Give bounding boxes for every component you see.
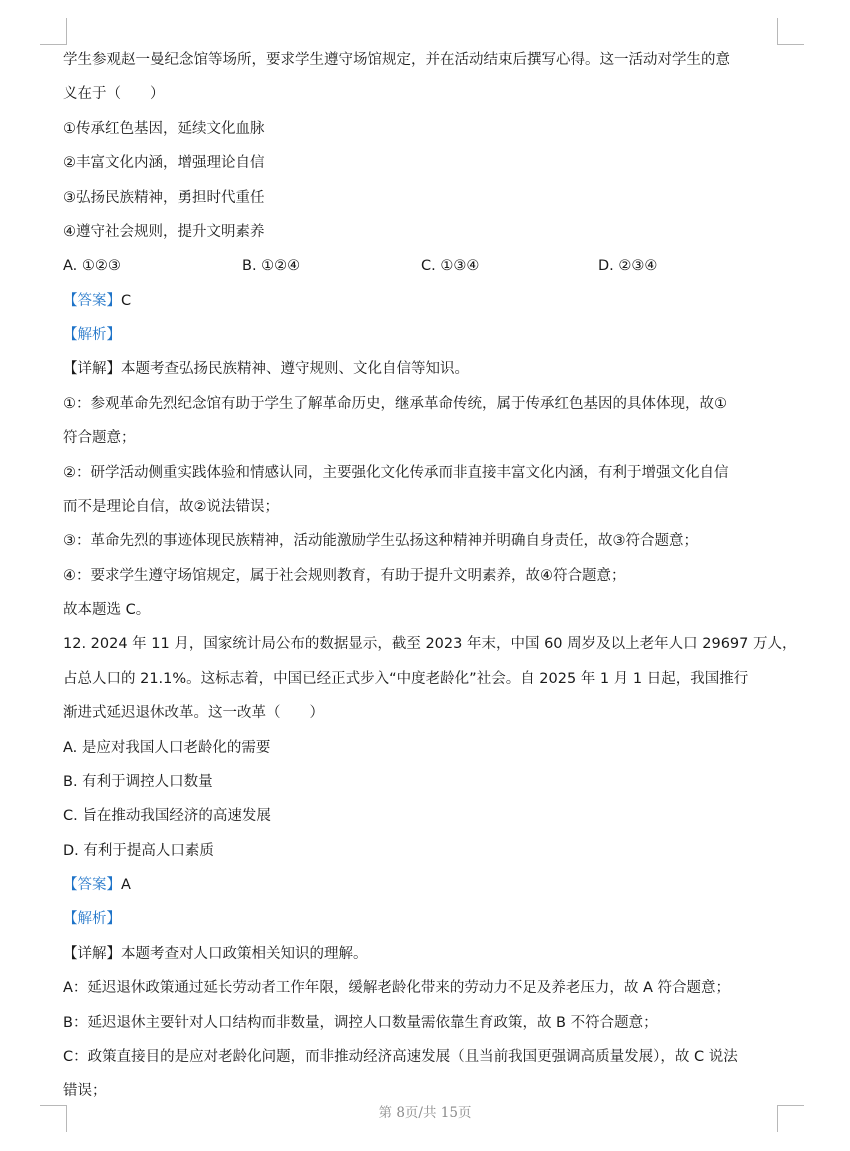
detail-line: [63, 359, 469, 379]
statement-1: ①传承红色基因，延续文化血脉: [63, 121, 265, 137]
option-d: D. ②③④: [598, 258, 658, 274]
question-12-explanation-a: A：延迟退休政策通过延长劳动者工作年限，缓解老龄化带来的劳动力不足及养老压力，故 A 符合题意；: [63, 980, 731, 996]
option-b: B. ①②④: [242, 258, 301, 274]
statement-2: ②丰富文化内涵，增强理论自信: [63, 155, 265, 171]
explanation-2-line-1: ②：研学活动侧重实践体验和情感认同，主要强化文化传承而非直接丰富文化内涵，有利于增强文化自信: [63, 465, 729, 481]
explanation-2-line-2: 而不是理论自信，故②说法错误；: [63, 499, 279, 515]
question-12-explanation-b: B：延迟退休主要针对人口结构而非数量，调控人口数量需依靠生育政策，故 B 不符合题意；: [63, 1015, 658, 1031]
question-12-explanation-c-line-2: 错误；: [63, 1083, 107, 1099]
statement-4: ④遵守社会规则，提升文明素养: [63, 224, 265, 240]
explanation-4: ④：要求学生遵守场馆规定，属于社会规则教育，有助于提升文明素养，故④符合题意；: [63, 568, 626, 584]
answer-label: 【答案】: [63, 293, 121, 309]
question-12-stem-line-3: 渐进式延迟退休改革。这一改革（ ）: [63, 705, 324, 721]
crop-mark-top-left: [40, 18, 67, 45]
detail-label: 【详解】: [63, 361, 121, 377]
question-11-stem-line-1: 学生参观赵一曼纪念馆等场所，要求学生遵守场馆规定，并在活动结束后撰写心得。这一活动对学生的意: [63, 52, 730, 68]
answer-line: [63, 291, 131, 311]
question-12-answer-label: 【答案】: [63, 877, 121, 893]
question-12-answer-line: [63, 875, 131, 895]
crop-mark-top-right: [777, 18, 804, 45]
analysis-label: 【解析】: [63, 327, 121, 343]
option-c: C. ①③④: [421, 258, 480, 274]
answer-value: C: [121, 293, 132, 309]
page-number-footer: 第 8页/共 15页: [378, 1105, 472, 1121]
question-12-stem-line-2: 占总人口的 21.1%。这标志着，中国已经正式步入“中度老龄化”社会。自 2025 年 1 月 1 日起，我国推行: [63, 671, 749, 687]
question-12-answer-value: A: [121, 877, 131, 893]
question-11-stem-line-2: 义在于（ ）: [63, 86, 165, 102]
explanation-1-line-1: ①：参观革命先烈纪念馆有助于学生了解革命历史，继承革命传统，属于传承红色基因的具体体现，故①: [63, 396, 727, 412]
question-12-option-a: A. 是应对我国人口老龄化的需要: [63, 740, 271, 756]
question-12-detail-text: 本题考查对人口政策相关知识的理解。: [121, 946, 368, 962]
option-a: A. ①②③: [63, 258, 121, 274]
explanation-1-line-2: 符合题意；: [63, 430, 136, 446]
detail-text: 本题考查弘扬民族精神、遵守规则、文化自信等知识。: [121, 361, 469, 377]
question-12-analysis-label: 【解析】: [63, 911, 121, 927]
question-12-detail-line: [63, 944, 368, 964]
question-12-option-d: D. 有利于提高人口素质: [63, 843, 214, 859]
question-12-option-b: B. 有利于调控人口数量: [63, 774, 213, 790]
explanation-3: ③：革命先烈的事迹体现民族精神，活动能激励学生弘扬这种精神并明确自身责任，故③符合题意；: [63, 533, 698, 549]
statement-3: ③弘扬民族精神，勇担时代重任: [63, 190, 265, 206]
conclusion: 故本题选 C。: [63, 602, 151, 618]
question-12-explanation-c-line-1: C：政策直接目的是应对老龄化问题，而非推动经济高速发展（且当前我国更强调高质量发展），故 C 说法: [63, 1049, 738, 1065]
question-12-stem-line-1: 12. 2024 年 11 月，国家统计局公布的数据显示，截至 2023 年末，中国 60 周岁及以上老年人口 29697 万人，: [63, 636, 797, 652]
question-12-detail-label: 【详解】: [63, 946, 121, 962]
question-12-option-c: C. 旨在推动我国经济的高速发展: [63, 808, 271, 824]
